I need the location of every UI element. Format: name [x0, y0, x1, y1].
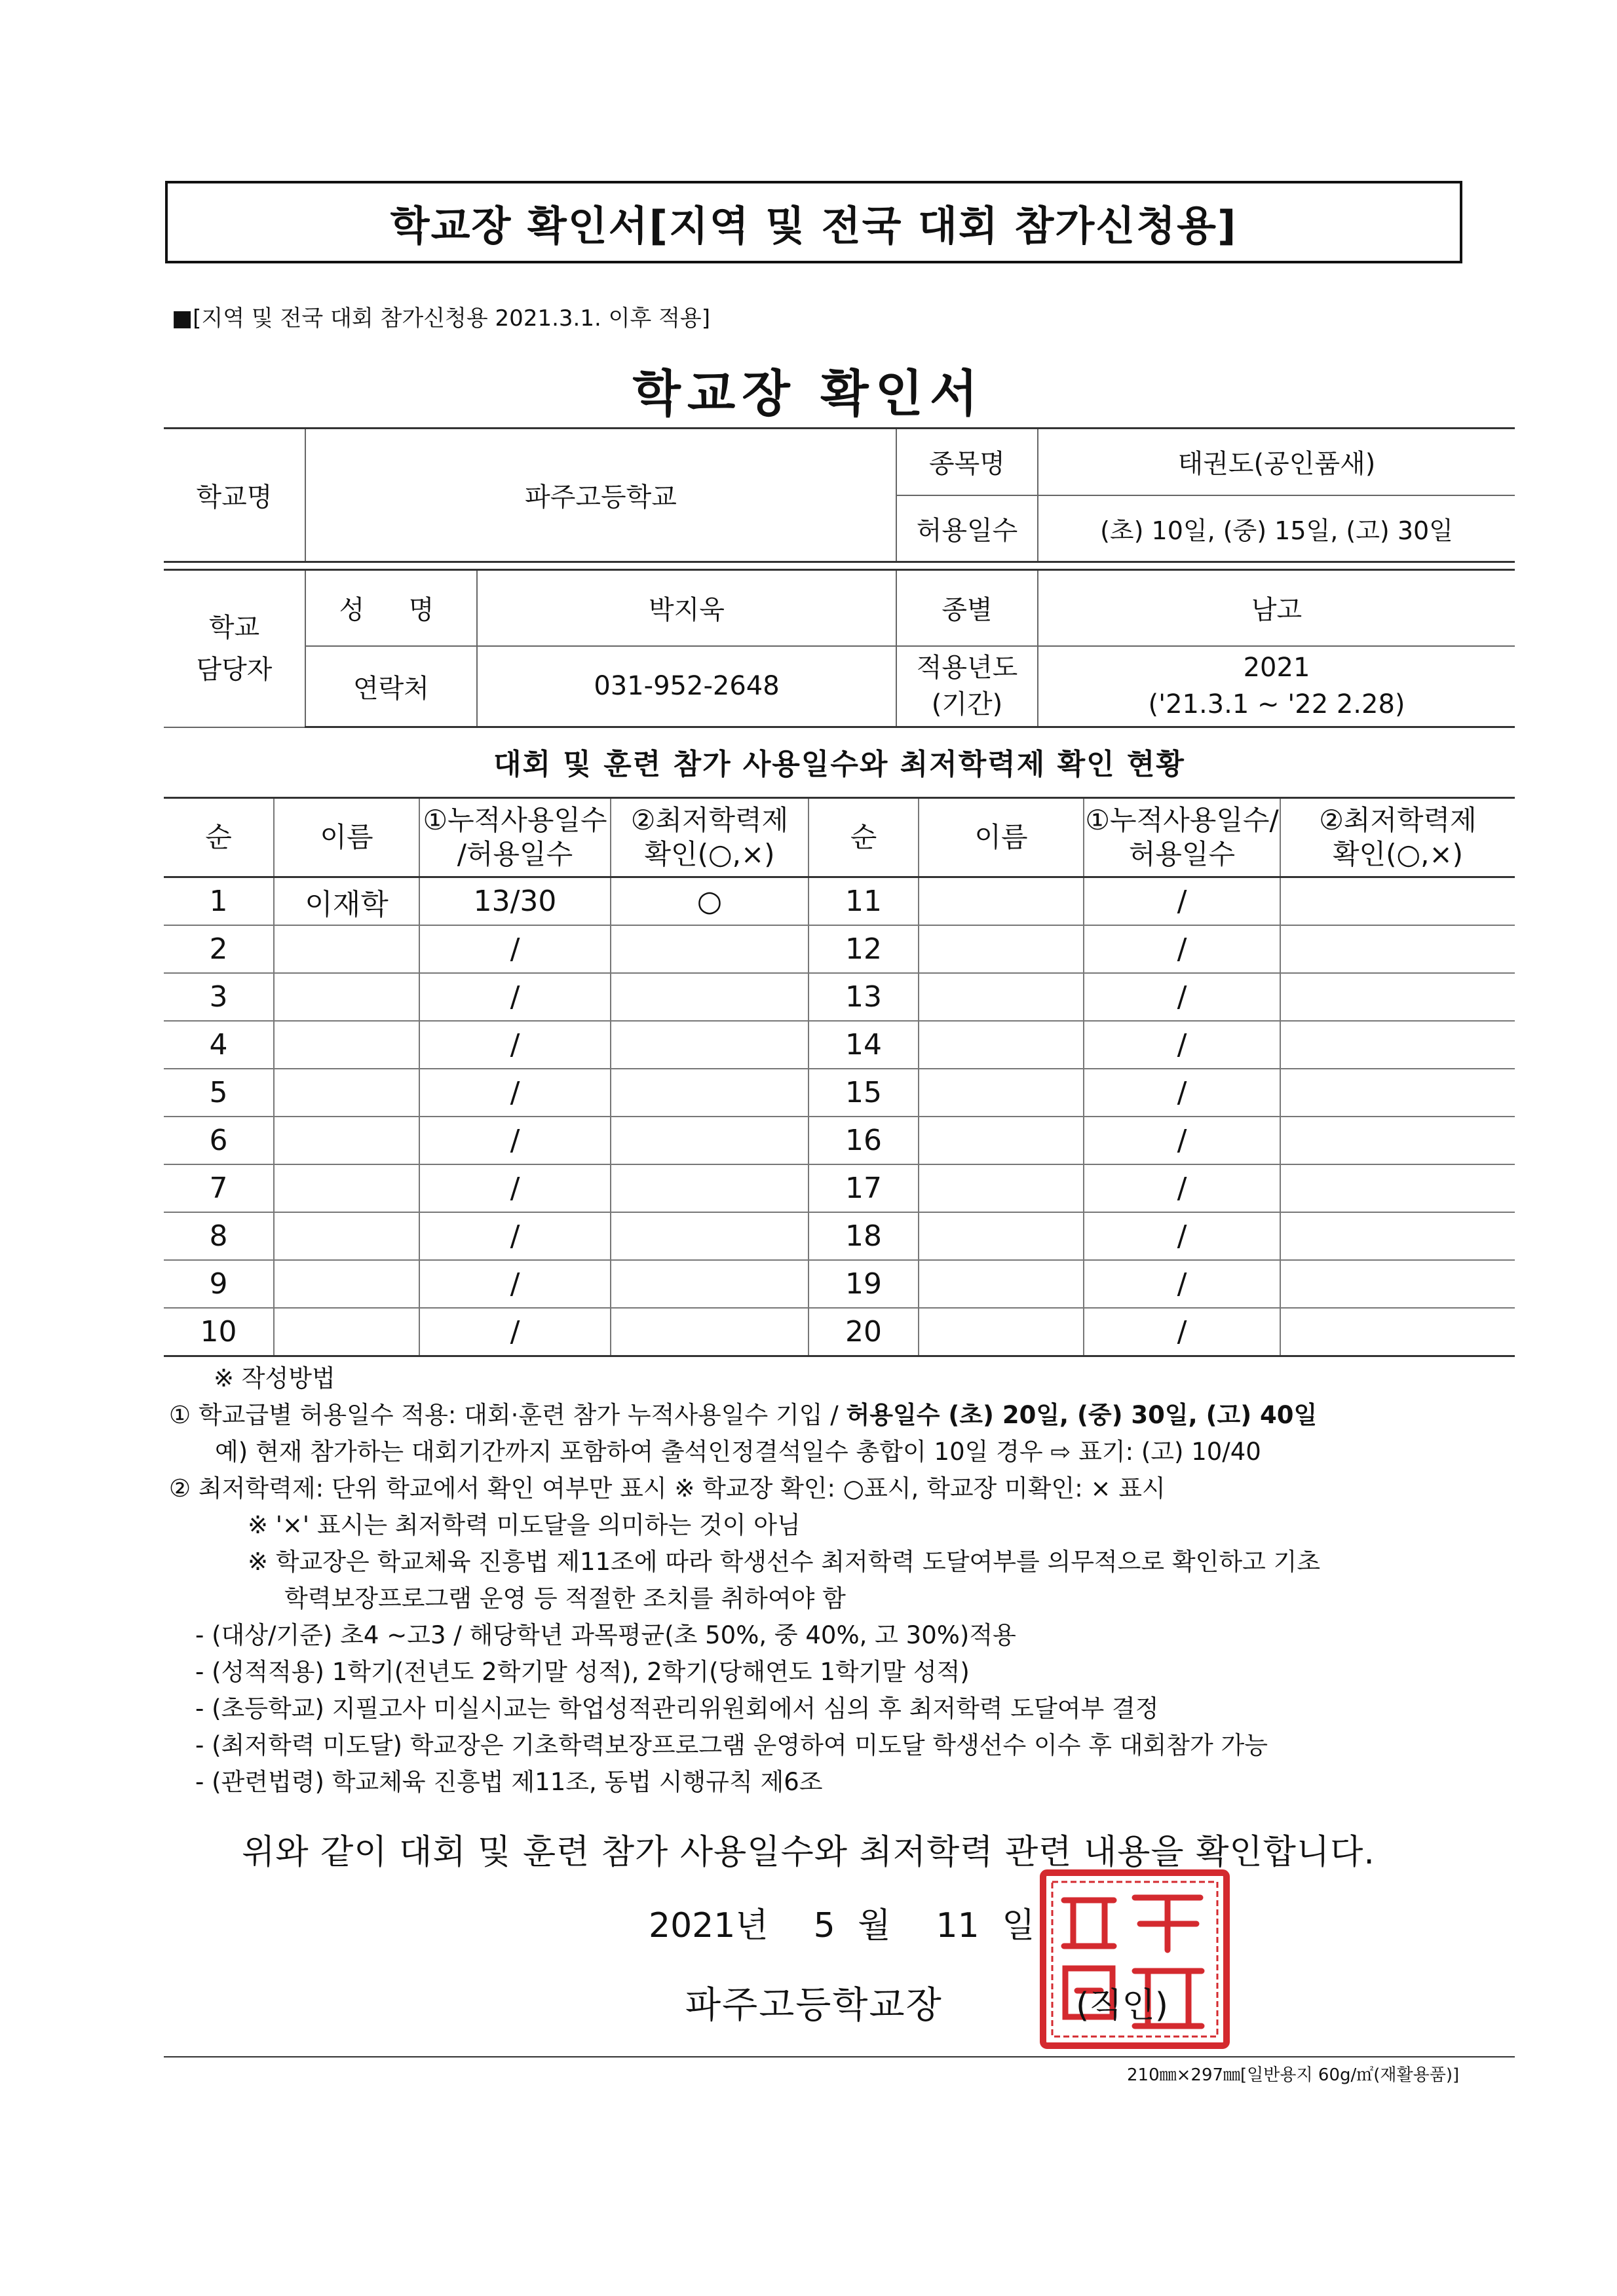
spacer-row — [164, 562, 1515, 570]
row-name — [274, 1164, 419, 1212]
note-2: ② 최저학력제: 단위 학교에서 확인 여부만 표시 ※ 학교장 확인: ○표시, 학교장 미확인: × 표시 — [169, 1474, 1166, 1502]
header-check-right-line1: ②최저학력제 — [1319, 803, 1477, 836]
detail-4: - (최저학력 미도달) 학교장은 기초학력보장프로그램 운영하여 미도달 학생선수 이수 후 대회참가 가능 — [195, 1731, 1268, 1759]
table-row — [164, 1308, 1515, 1356]
header-days-left-line1: ①누적사용일수 — [423, 803, 607, 836]
year-label-line2: (기간) — [931, 689, 1003, 720]
row-days: / — [419, 1069, 611, 1117]
row-days: / — [1084, 1212, 1280, 1260]
row-no: 16 — [808, 1117, 919, 1164]
header-days-left — [419, 798, 611, 877]
row-days: / — [419, 1164, 611, 1212]
row-days: / — [1084, 1117, 1280, 1164]
row-days: / — [1084, 973, 1280, 1021]
instructions-heading: ※ 작성방법 — [214, 1364, 335, 1392]
row-no: 18 — [808, 1212, 919, 1260]
row-days: / — [419, 1308, 611, 1356]
row-check — [1280, 1117, 1515, 1164]
note-4: ※ 학교장은 학교체육 진흥법 제11조에 따라 학생선수 최저학력 도달여부를 의무적으로 확인하고 기초 — [248, 1548, 1321, 1576]
year-value — [1038, 646, 1515, 727]
header-name-right: 이름 — [919, 798, 1084, 877]
row-check — [1280, 1164, 1515, 1212]
row-days: / — [1084, 1069, 1280, 1117]
row-check — [611, 1164, 808, 1212]
sport-label: 종목명 — [896, 429, 1038, 495]
row-no: 20 — [808, 1308, 919, 1356]
detail-1: - (대상/기준) 초4 ~고3 / 해당학년 과목평균(초 50%, 중 40%, 고 30%)적용 — [195, 1621, 1016, 1649]
row-name — [919, 1308, 1084, 1356]
row-check — [1280, 925, 1515, 973]
row-days: / — [1084, 877, 1280, 926]
form-title-box — [165, 181, 1462, 263]
row-check: ○ — [611, 877, 808, 926]
header-days-right-line2: 허용일수 — [1128, 838, 1236, 870]
sport-value: 태권도(공인품새) — [1038, 429, 1515, 495]
header-check-left — [611, 798, 808, 877]
row-no: 10 — [164, 1308, 274, 1356]
contact-label: 연락처 — [305, 646, 477, 727]
row-no: 13 — [808, 973, 919, 1021]
row-no: 14 — [808, 1021, 919, 1069]
header-days-left-line2: /허용일수 — [457, 838, 573, 870]
document-title: 학교장 확인서 — [632, 364, 985, 423]
header-check-right-line2: 확인(○,×) — [1332, 838, 1464, 870]
row-check — [611, 1212, 808, 1260]
allowed-days-label: 허용일수 — [896, 495, 1038, 562]
year-value-line2: ('21.3.1 ~ '22 2.28) — [1148, 689, 1405, 720]
row-no: 3 — [164, 973, 274, 1021]
row-no: 5 — [164, 1069, 274, 1117]
row-no: 8 — [164, 1212, 274, 1260]
row-check — [611, 973, 808, 1021]
row-name — [919, 1212, 1084, 1260]
row-days: / — [419, 1117, 611, 1164]
row-check — [1280, 1069, 1515, 1117]
manager-name-value: 박지욱 — [477, 570, 896, 646]
allowed-days-value: (초) 10일, (중) 15일, (고) 30일 — [1038, 495, 1515, 562]
row-name — [919, 1069, 1084, 1117]
row-no: 4 — [164, 1021, 274, 1069]
row-name — [274, 1260, 419, 1308]
row-check — [1280, 1308, 1515, 1356]
row-no: 9 — [164, 1260, 274, 1308]
row-days: / — [1084, 925, 1280, 973]
row-name — [919, 1260, 1084, 1308]
type-label: 종별 — [896, 570, 1038, 646]
row-name — [274, 1117, 419, 1164]
row-days: / — [1084, 1260, 1280, 1308]
table-row — [164, 877, 1515, 926]
header-no-right: 순 — [808, 798, 919, 877]
header-name-left: 이름 — [274, 798, 419, 877]
row-name — [919, 1021, 1084, 1069]
row-no: 17 — [808, 1164, 919, 1212]
row-check — [1280, 1260, 1515, 1308]
row-no: 15 — [808, 1069, 919, 1117]
table-row — [164, 973, 1515, 1021]
row-check — [611, 925, 808, 973]
row-days: / — [419, 1212, 611, 1260]
signer-title: 파주고등학교장 — [685, 1984, 943, 2027]
row-check — [1280, 1212, 1515, 1260]
row-name — [274, 1308, 419, 1356]
school-info-table — [164, 427, 1515, 728]
row-days: / — [419, 1021, 611, 1069]
form-title: 학교장 확인서[지역 및 전국 대회 참가신청용] — [390, 201, 1238, 250]
participation-table — [164, 797, 1515, 1357]
header-check-left-line1: ②최저학력제 — [630, 803, 789, 836]
row-no: 11 — [808, 877, 919, 926]
row-check — [1280, 877, 1515, 926]
row-name — [274, 1212, 419, 1260]
row-check — [611, 1308, 808, 1356]
row-days: / — [1084, 1308, 1280, 1356]
application-note: ■[지역 및 전국 대회 참가신청용 2021.3.1. 이후 적용] — [172, 305, 711, 332]
row-name — [274, 973, 419, 1021]
table-row — [164, 1021, 1515, 1069]
row-check — [611, 1069, 808, 1117]
detail-2: - (성적적용) 1학기(전년도 2학기말 성적), 2학기(당해연도 1학기말 성적) — [195, 1658, 970, 1686]
type-value: 남고 — [1038, 570, 1515, 646]
row-no: 19 — [808, 1260, 919, 1308]
note-1-example: 예) 현재 참가하는 대회기간까지 포함하여 출석인정결석일수 총합이 10일 경우 ⇨ 표기: (고) 10/40 — [215, 1438, 1261, 1466]
table-row — [164, 1164, 1515, 1212]
header-check-right — [1280, 798, 1515, 877]
year-label-line1: 적용년도 — [916, 653, 1018, 683]
footer-divider — [164, 2056, 1515, 2057]
section-title: 대회 및 훈련 참가 사용일수와 최저학력제 확인 현황 — [493, 748, 1185, 781]
row-days: 13/30 — [419, 877, 611, 926]
row-check — [611, 1260, 808, 1308]
row-no: 1 — [164, 877, 274, 926]
detail-3: - (초등학교) 지필고사 미실시교는 학업성적관리위원회에서 심의 후 최저학력 도달여부 결정 — [195, 1694, 1159, 1723]
note-1-bold: 허용일수 (초) 20일, (중) 30일, (고) 40일 — [846, 1401, 1318, 1429]
confirmation-statement: 위와 같이 대회 및 훈련 참가 사용일수와 최저학력 관련 내용을 확인합니다. — [242, 1833, 1375, 1872]
header-check-left-line2: 확인(○,×) — [644, 838, 775, 870]
table-row — [164, 1117, 1515, 1164]
note-1 — [169, 1397, 1519, 1434]
row-no: 6 — [164, 1117, 274, 1164]
row-name — [274, 1021, 419, 1069]
row-no: 12 — [808, 925, 919, 973]
table-row — [164, 1212, 1515, 1260]
row-name — [919, 973, 1084, 1021]
school-name-value: 파주고등학교 — [305, 429, 896, 562]
row-check — [611, 1021, 808, 1069]
row-name — [919, 925, 1084, 973]
row-name — [919, 877, 1084, 926]
row-name — [274, 1069, 419, 1117]
row-no: 2 — [164, 925, 274, 973]
manager-label — [164, 570, 305, 727]
table-row — [164, 1069, 1515, 1117]
row-check — [1280, 973, 1515, 1021]
row-name — [919, 1117, 1084, 1164]
header-days-right — [1084, 798, 1280, 877]
paper-size-note: 210㎜×297㎜[일반용지 60g/㎡(재활용품)] — [1127, 2065, 1460, 2085]
row-name: 이재학 — [274, 877, 419, 926]
year-label — [896, 646, 1038, 727]
table-row — [164, 1260, 1515, 1308]
manager-label-line1: 학교 — [208, 612, 260, 643]
row-days: / — [419, 925, 611, 973]
school-name-label: 학교명 — [164, 429, 305, 562]
issue-date: 2021년 5 월 11 일 — [649, 1906, 1035, 1945]
note-3: ※ '×' 표시는 최저학력 미도달을 의미하는 것이 아님 — [248, 1511, 801, 1539]
instructions — [169, 1360, 1519, 1801]
row-check — [1280, 1021, 1515, 1069]
row-no: 7 — [164, 1164, 274, 1212]
row-days: / — [419, 1260, 611, 1308]
header-days-right-line1: ①누적사용일수/ — [1085, 803, 1279, 836]
manager-name-label: 성 명 — [305, 570, 477, 646]
table-row — [164, 925, 1515, 973]
manager-label-line2: 담당자 — [196, 654, 273, 685]
row-check — [611, 1117, 808, 1164]
header-no-left: 순 — [164, 798, 274, 877]
note-1-text: ① 학교급별 허용일수 적용: 대회·훈련 참가 누적사용일수 기입 / — [169, 1401, 847, 1429]
seal-label: (직인) — [1076, 1986, 1169, 2025]
row-days: / — [1084, 1164, 1280, 1212]
detail-5: - (관련법령) 학교체육 진흥법 제11조, 동법 시행규칙 제6조 — [195, 1768, 823, 1796]
row-name — [274, 925, 419, 973]
note-4-cont: 학력보장프로그램 운영 등 적절한 조치를 취하여야 함 — [284, 1584, 846, 1613]
year-value-line1: 2021 — [1243, 653, 1310, 683]
row-name — [919, 1164, 1084, 1212]
row-days: / — [419, 973, 611, 1021]
contact-value: 031-952-2648 — [477, 646, 896, 727]
row-days: / — [1084, 1021, 1280, 1069]
